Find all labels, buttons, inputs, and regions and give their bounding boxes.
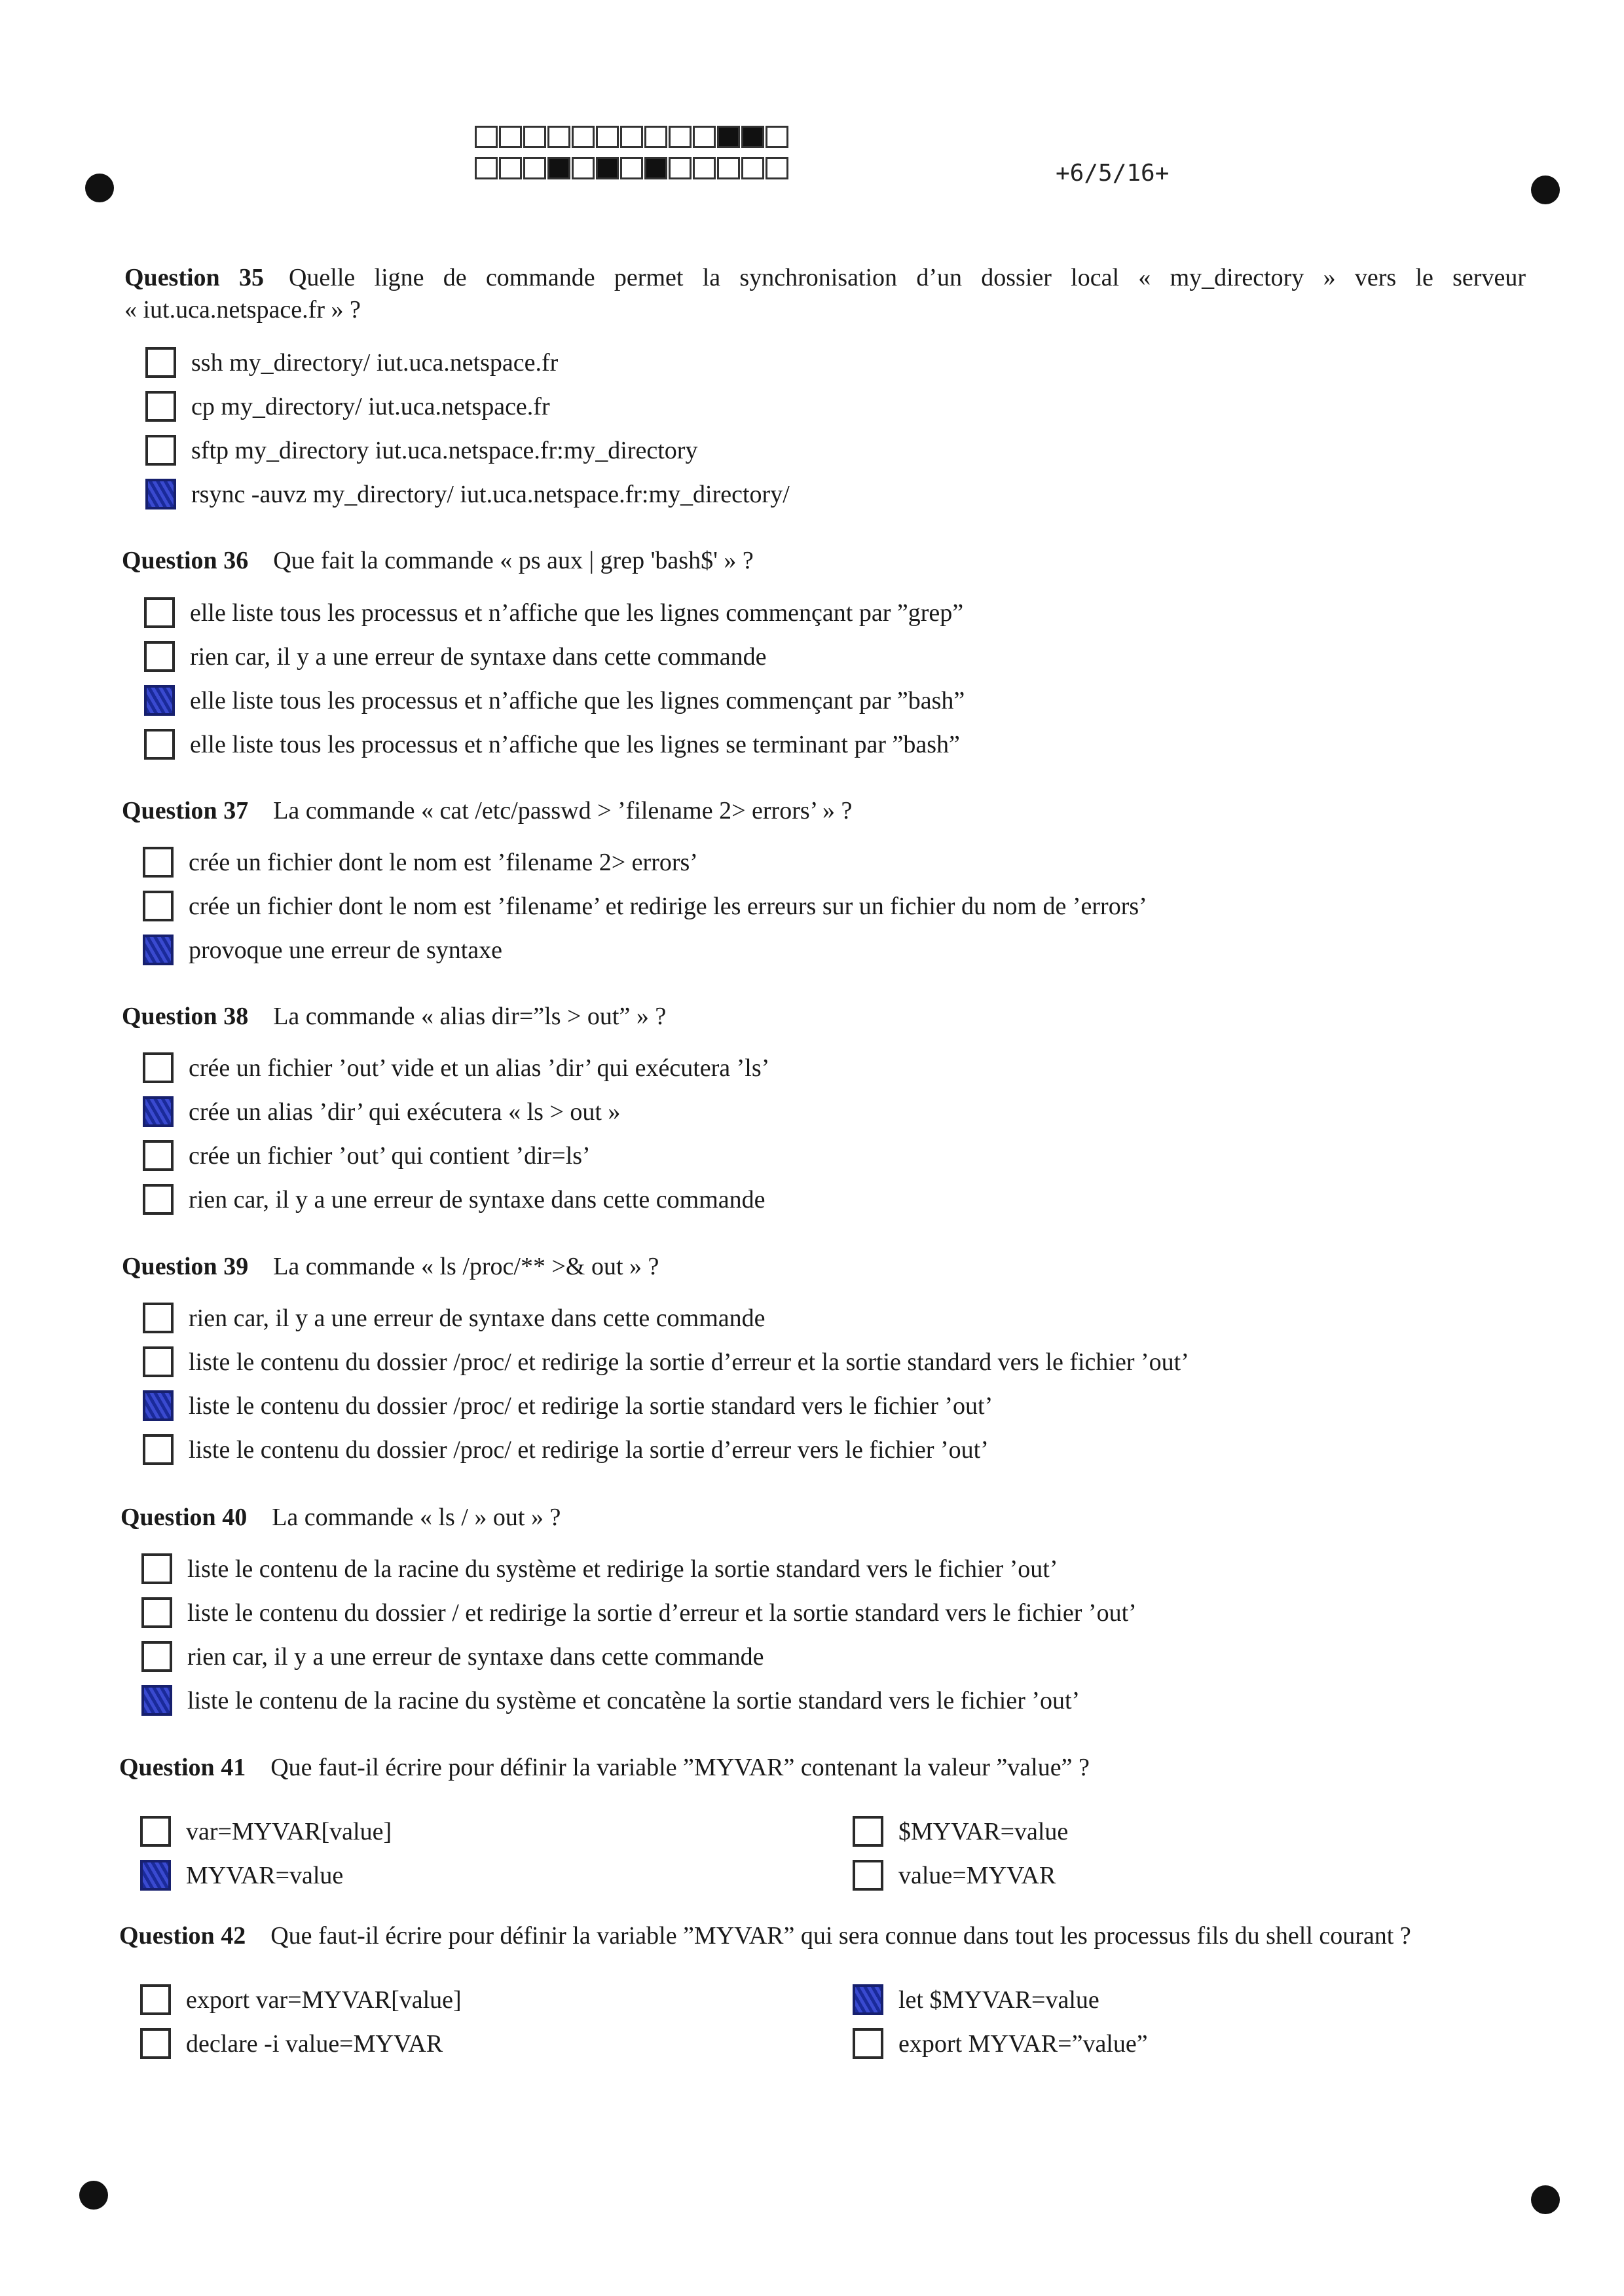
question-41 [119, 1752, 1090, 1784]
answer-text: rien car, il y a une erreur de syntaxe dans cette commande [187, 1642, 764, 1671]
question-text: La commande « alias dir=”ls > out” » ? [273, 1003, 667, 1030]
barcode-cell-filled [644, 157, 667, 179]
checkbox[interactable] [143, 1303, 174, 1333]
corner-mark-top-right [1531, 176, 1560, 204]
answer-option[interactable] [141, 1641, 764, 1672]
answer-text: crée un fichier dont le nom est ’filename 2> errors’ [189, 848, 698, 876]
checkbox[interactable] [141, 1553, 172, 1584]
answer-option[interactable] [853, 1816, 1068, 1847]
question-37 [122, 795, 852, 827]
answer-option[interactable] [144, 597, 963, 628]
barcode-cell-empty [499, 126, 522, 148]
question-label: Question 41 [119, 1754, 246, 1781]
barcode-cell-empty [693, 126, 716, 148]
answer-option[interactable] [143, 1434, 989, 1465]
barcode-cell-empty [644, 126, 667, 148]
barcode-cell-empty [620, 126, 643, 148]
answer-option[interactable] [143, 1140, 591, 1171]
checkbox[interactable] [140, 1984, 171, 2015]
checkbox[interactable] [144, 729, 175, 760]
checkbox[interactable] [140, 2028, 171, 2059]
question-42 [119, 1920, 1411, 1952]
corner-mark-top-left [85, 174, 114, 202]
answer-option[interactable] [853, 1984, 1099, 2015]
answer-text: value=MYVAR [898, 1861, 1056, 1889]
answer-option[interactable] [145, 479, 790, 509]
question-39 [122, 1251, 659, 1283]
barcode-top-row [475, 126, 790, 148]
checkbox[interactable] [853, 2028, 883, 2059]
answer-text: MYVAR=value [186, 1861, 344, 1889]
answer-option[interactable] [145, 391, 550, 422]
checkbox[interactable] [143, 847, 174, 878]
answer-text: crée un alias ’dir’ qui exécutera « ls > out » [189, 1098, 621, 1126]
answer-text: crée un fichier dont le nom est ’filename’ et redirige les erreurs sur un fichier du nom de ’errors’ [189, 892, 1147, 920]
checkbox[interactable] [140, 1816, 171, 1847]
question-label: Question 42 [119, 1922, 246, 1950]
answer-option[interactable] [853, 1860, 1056, 1891]
barcode-cell-empty [717, 157, 740, 179]
question-label: Question 39 [122, 1253, 249, 1280]
question-label: Question 36 [122, 547, 249, 574]
checkbox[interactable] [145, 391, 176, 422]
barcode-cell-filled [717, 126, 740, 148]
checkbox[interactable] [143, 891, 174, 921]
answer-text: provoque une erreur de syntaxe [189, 936, 503, 964]
question-text: La commande « ls / » out » ? [272, 1504, 561, 1531]
barcode-cell-empty [475, 126, 498, 148]
answer-text: rien car, il y a une erreur de syntaxe dans cette commande [189, 1185, 766, 1213]
barcode-cell-filled [547, 157, 570, 179]
question-label: Question 38 [122, 1003, 249, 1030]
checkbox-checked[interactable] [143, 1390, 174, 1421]
answer-option[interactable] [141, 1597, 1137, 1628]
barcode-cell-empty [620, 157, 643, 179]
answer-option[interactable] [145, 435, 697, 466]
answer-option[interactable] [143, 891, 1147, 921]
answer-option[interactable] [143, 1184, 766, 1215]
barcode-cell-empty [669, 126, 692, 148]
answer-text: crée un fichier ’out’ vide et un alias ’dir’ qui exécutera ’ls’ [189, 1054, 770, 1082]
barcode-cell-empty [572, 126, 595, 148]
answer-option[interactable] [144, 685, 965, 716]
barcode-cell-empty [523, 157, 546, 179]
question-text: Que faut-il écrire pour définir la variable ”MYVAR” contenant la valeur ”value” ? [270, 1754, 1090, 1781]
answer-text: crée un fichier ’out’ qui contient ’dir=ls’ [189, 1141, 591, 1170]
answer-option[interactable] [143, 1390, 993, 1421]
checkbox-checked[interactable] [140, 1860, 171, 1891]
answer-option[interactable] [140, 1984, 462, 2015]
answer-option[interactable] [853, 2028, 1148, 2059]
question-40 [120, 1502, 561, 1534]
answer-text: $MYVAR=value [898, 1817, 1069, 1845]
barcode-cell-empty [669, 157, 692, 179]
answer-text: var=MYVAR[value] [186, 1817, 392, 1845]
checkbox[interactable] [143, 1434, 174, 1465]
checkbox-checked[interactable] [141, 1685, 172, 1716]
answer-option[interactable] [143, 1096, 620, 1127]
barcode-cell-empty [523, 126, 546, 148]
question-35 [124, 262, 1526, 326]
answer-option[interactable] [144, 641, 767, 672]
question-text: La commande « ls /proc/** >& out » ? [273, 1253, 659, 1280]
answer-text: sftp my_directory iut.uca.netspace.fr:my_directory [191, 436, 698, 464]
checkbox[interactable] [144, 597, 175, 628]
barcode-cell-empty [741, 157, 764, 179]
answer-text: elle liste tous les processus et n’affiche que les lignes commençant par ”grep” [190, 599, 964, 627]
checkbox[interactable] [143, 1052, 174, 1083]
checkbox[interactable] [143, 1184, 174, 1215]
answer-option[interactable] [145, 347, 558, 378]
answer-option[interactable] [143, 847, 698, 878]
answer-option[interactable] [143, 935, 502, 965]
answer-option[interactable] [143, 1052, 769, 1083]
question-36 [122, 545, 754, 577]
checkbox[interactable] [143, 1140, 174, 1171]
checkbox-checked[interactable] [143, 1096, 174, 1127]
answer-option[interactable] [141, 1553, 1058, 1584]
answer-option[interactable] [144, 729, 960, 760]
question-text: Que fait la commande « ps aux | grep 'bash$' » ? [273, 547, 754, 574]
checkbox-checked[interactable] [853, 1984, 883, 2015]
question-text: Que faut-il écrire pour définir la variable ”MYVAR” qui sera connue dans tout les processus fils du shell courant ? [270, 1922, 1411, 1950]
checkbox[interactable] [145, 347, 176, 378]
answer-text: elle liste tous les processus et n’affiche que les lignes se terminant par ”bash” [190, 730, 960, 758]
question-text: La commande « cat /etc/passwd > ’filename 2> errors’ » ? [273, 797, 853, 824]
answer-option[interactable] [140, 1860, 343, 1891]
answer-option[interactable] [140, 2028, 443, 2059]
barcode-cell-empty [499, 157, 522, 179]
checkbox[interactable] [144, 641, 175, 672]
answer-text: export MYVAR=”value” [898, 2029, 1148, 2058]
answer-option[interactable] [141, 1685, 1080, 1716]
barcode-cell-empty [572, 157, 595, 179]
checkbox-checked[interactable] [145, 479, 176, 509]
answer-text: ssh my_directory/ iut.uca.netspace.fr [191, 348, 559, 377]
answer-text: liste le contenu du dossier /proc/ et redirige la sortie d’erreur et la sortie standard vers le fichier ’out’ [189, 1348, 1189, 1376]
barcode-cell-empty [693, 157, 716, 179]
question-label: Question 37 [122, 797, 249, 824]
barcode-cell-empty [766, 126, 788, 148]
checkbox[interactable] [853, 1860, 883, 1891]
barcode-cell-empty [475, 157, 498, 179]
answer-option[interactable] [140, 1816, 392, 1847]
checkbox[interactable] [141, 1597, 172, 1628]
question-label: Question 40 [120, 1504, 248, 1531]
answer-text: declare -i value=MYVAR [186, 2029, 443, 2058]
question-35-header [124, 262, 1526, 294]
question-38 [122, 1001, 666, 1033]
answer-text: rien car, il y a une erreur de syntaxe dans cette commande [190, 642, 767, 671]
checkbox[interactable] [145, 435, 176, 466]
checkbox[interactable] [141, 1641, 172, 1672]
barcode-cell-empty [596, 126, 619, 148]
checkbox-checked[interactable] [144, 685, 175, 716]
barcode-cell-empty [766, 157, 788, 179]
page-identifier: +6/5/16+ [1056, 160, 1170, 187]
answer-option[interactable] [143, 1346, 1189, 1377]
barcode-cell-empty [547, 126, 570, 148]
answer-text: export var=MYVAR[value] [186, 1986, 462, 2014]
corner-mark-bottom-right [1531, 2185, 1560, 2214]
checkbox[interactable] [853, 1816, 883, 1847]
barcode-cell-filled [596, 157, 619, 179]
answer-text: liste le contenu du dossier /proc/ et redirige la sortie standard vers le fichier ’out’ [189, 1392, 993, 1420]
question-text-continued: « iut.uca.netspace.fr » ? [124, 296, 361, 324]
answer-text: let $MYVAR=value [898, 1986, 1099, 2014]
answer-text: cp my_directory/ iut.uca.netspace.fr [191, 392, 550, 420]
answer-option[interactable] [143, 1303, 766, 1333]
checkbox-checked[interactable] [143, 935, 174, 965]
answer-text: liste le contenu du dossier /proc/ et redirige la sortie d’erreur vers le fichier ’out’ [189, 1435, 989, 1464]
answer-text: rien car, il y a une erreur de syntaxe dans cette commande [189, 1304, 766, 1332]
barcode-bottom-row [475, 157, 790, 179]
corner-mark-bottom-left [79, 2181, 108, 2210]
answer-text: liste le contenu du dossier / et redirige la sortie d’erreur et la sortie standard vers le fichier ’out’ [187, 1599, 1137, 1627]
answer-text: liste le contenu de la racine du système et redirige la sortie standard vers le fichier ’out’ [187, 1555, 1058, 1583]
barcode-cell-filled [741, 126, 764, 148]
answer-text: rsync -auvz my_directory/ iut.uca.netspace.fr:my_directory/ [191, 480, 790, 508]
answer-text: elle liste tous les processus et n’affiche que les lignes commençant par ”bash” [190, 686, 965, 714]
question-text: Quelle ligne de commande permet la synchronisation d’un dossier local « my_directory » vers le serveur [288, 264, 1526, 291]
question-label: Question 35 [124, 264, 264, 291]
answer-text: liste le contenu de la racine du système et concatène la sortie standard vers le fichier ’out’ [187, 1686, 1080, 1714]
checkbox[interactable] [143, 1346, 174, 1377]
